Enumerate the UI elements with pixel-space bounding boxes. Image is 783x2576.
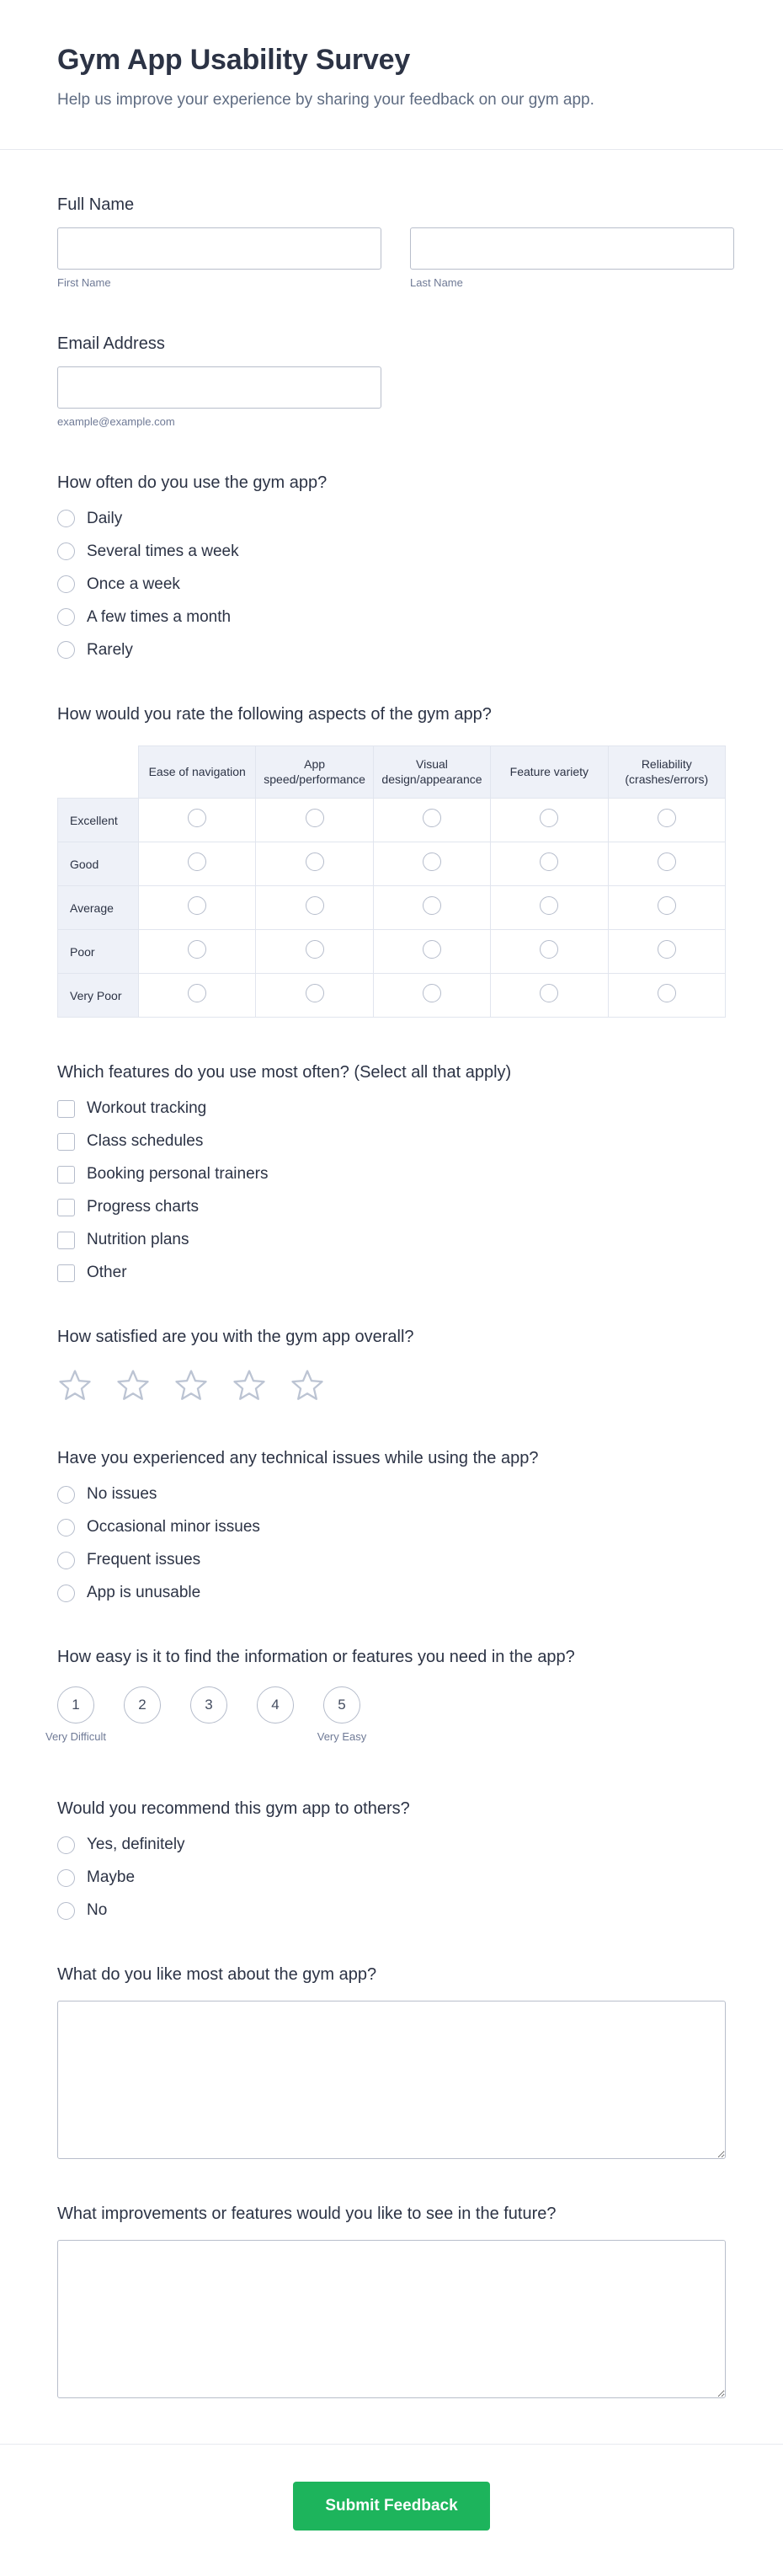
first-name-input[interactable] (57, 227, 381, 270)
matrix-cell[interactable] (491, 886, 608, 930)
first-name-sublabel: First Name (57, 275, 111, 289)
improvements-textarea[interactable] (57, 2240, 726, 2398)
matrix-row-header: Poor (58, 930, 139, 974)
matrix-cell[interactable] (373, 842, 490, 886)
question-email (0, 333, 783, 428)
matrix-row-header: Average (58, 886, 139, 930)
header-divider (0, 149, 783, 150)
matrix-cell[interactable] (491, 974, 608, 1018)
radio-option-no-issues[interactable] (57, 1485, 726, 1504)
scale-number: 5 (338, 1697, 346, 1713)
last-name-field (410, 227, 734, 289)
radio-option-no[interactable] (57, 1901, 726, 1920)
option-label: Occasional minor issues (87, 1518, 260, 1537)
matrix-cell[interactable] (139, 886, 256, 930)
radio-option-app-is-unusable[interactable] (57, 1584, 726, 1602)
matrix-col-header-speed: App speed/performance (256, 746, 373, 799)
submit-button[interactable]: Submit Feedback (293, 2482, 489, 2531)
question-ease-scale (0, 1646, 783, 1754)
option-label: Daily (87, 509, 123, 527)
question-rating-matrix (0, 703, 783, 1018)
matrix-corner-cell (58, 746, 139, 799)
star-icon-5[interactable] (290, 1368, 325, 1403)
scale-max-label: Very Easy (317, 1730, 367, 1744)
scale-number: 2 (138, 1697, 146, 1713)
matrix-header-row (58, 746, 726, 799)
matrix-cell[interactable] (139, 799, 256, 842)
recommend-label: Would you recommend this gym app to others? (57, 1799, 410, 1819)
matrix-row-excellent (58, 799, 726, 842)
checkbox-option-other[interactable] (57, 1264, 726, 1282)
scale-circle (124, 1686, 161, 1724)
email-input[interactable] (57, 366, 381, 409)
checkbox-icon (57, 1133, 75, 1151)
matrix-row-header: Excellent (58, 799, 139, 842)
matrix-col-header-reliability: Reliability (crashes/errors) (608, 746, 725, 799)
matrix-cell[interactable] (373, 886, 490, 930)
radio-icon (57, 1836, 75, 1854)
option-label: Several times a week (87, 542, 239, 560)
matrix-row-average (58, 886, 726, 930)
satisfaction-label: How satisfied are you with the gym app overall? (57, 1328, 414, 1347)
checkbox-icon (57, 1264, 75, 1282)
radio-icon (306, 984, 324, 1002)
radio-icon (540, 896, 558, 915)
like-most-textarea[interactable] (57, 2001, 726, 2159)
option-label: No (87, 1901, 108, 1920)
question-features (0, 1061, 783, 1282)
radio-icon (306, 852, 324, 871)
radio-icon (57, 542, 75, 560)
star-icon-3[interactable] (173, 1368, 209, 1403)
checkbox-option-nutrition-plans[interactable] (57, 1231, 726, 1249)
technical-issues-label: Have you experienced any technical issues while using the app? (57, 1449, 539, 1468)
radio-icon (540, 852, 558, 871)
matrix-cell[interactable] (491, 799, 608, 842)
radio-icon (423, 852, 441, 871)
radio-icon (306, 809, 324, 827)
option-label: Other (87, 1264, 127, 1282)
question-full-name (0, 194, 783, 289)
email-label: Email Address (57, 334, 165, 353)
radio-icon (57, 1585, 75, 1602)
option-label: Workout tracking (87, 1099, 207, 1118)
option-label: Once a week (87, 575, 180, 593)
matrix-cell[interactable] (256, 799, 373, 842)
radio-icon (658, 984, 676, 1002)
matrix-row-header: Very Poor (58, 974, 139, 1018)
name-row (57, 227, 726, 289)
radio-icon (57, 1902, 75, 1920)
matrix-col-header-design: Visual design/appearance (373, 746, 490, 799)
radio-icon (540, 940, 558, 959)
scale-circle (323, 1686, 360, 1724)
radio-option-occasional-minor-issues[interactable] (57, 1518, 726, 1537)
radio-icon (57, 1486, 75, 1504)
checkbox-option-class-schedules[interactable] (57, 1132, 726, 1151)
checkbox-option-progress-charts[interactable] (57, 1198, 726, 1216)
question-satisfaction (0, 1326, 783, 1403)
question-recommend (0, 1798, 783, 1920)
matrix-cell[interactable] (608, 799, 725, 842)
matrix-cell[interactable] (139, 930, 256, 974)
matrix-col-header-ease: Ease of navigation (139, 746, 256, 799)
matrix-cell[interactable] (256, 930, 373, 974)
submit-section (0, 2444, 783, 2576)
radio-icon (306, 940, 324, 959)
full-name-label: Full Name (57, 195, 135, 214)
first-name-field (57, 227, 381, 289)
scale-number: 1 (72, 1697, 80, 1713)
scale-option-1[interactable] (45, 1686, 107, 1744)
recommend-options (57, 1836, 726, 1920)
radio-icon (423, 896, 441, 915)
rating-matrix-label: How would you rate the following aspects of the gym app? (57, 704, 492, 724)
page-subtitle: Help us improve your experience by sharing your feedback on our gym app. (57, 91, 594, 109)
option-label: No issues (87, 1485, 157, 1504)
radio-icon (57, 1869, 75, 1887)
option-label: Yes, definitely (87, 1836, 185, 1854)
star-icon-2[interactable] (115, 1368, 151, 1403)
radio-icon (540, 984, 558, 1002)
checkbox-option-booking-personal-trainers[interactable] (57, 1165, 726, 1184)
page-title: Gym App Usability Survey (57, 44, 411, 76)
option-label: Frequent issues (87, 1551, 201, 1569)
matrix-row-good (58, 842, 726, 886)
checkbox-icon (57, 1166, 75, 1184)
checkbox-option-workout-tracking[interactable] (57, 1099, 726, 1118)
radio-option-maybe[interactable] (57, 1868, 726, 1887)
scale-option-4[interactable] (257, 1686, 294, 1724)
radio-icon (658, 896, 676, 915)
checkbox-icon (57, 1232, 75, 1249)
matrix-cell[interactable] (256, 974, 373, 1018)
star-rating (57, 1368, 726, 1403)
radio-icon (188, 852, 206, 871)
option-label: Rarely (87, 640, 133, 659)
matrix-row-very-poor (58, 974, 726, 1018)
matrix-cell[interactable] (491, 930, 608, 974)
last-name-sublabel: Last Name (410, 275, 463, 289)
radio-icon (57, 608, 75, 626)
option-label: Class schedules (87, 1132, 204, 1151)
scale-number: 3 (205, 1697, 213, 1713)
matrix-cell[interactable] (608, 974, 725, 1018)
radio-icon (57, 1519, 75, 1537)
radio-icon (658, 809, 676, 827)
option-label: Nutrition plans (87, 1231, 189, 1249)
ease-scale-row (45, 1686, 726, 1754)
star-icon-4[interactable] (232, 1368, 267, 1403)
scale-number: 4 (271, 1697, 280, 1713)
radio-option-few-times-a-month[interactable] (57, 608, 726, 627)
radio-icon (306, 896, 324, 915)
matrix-cell[interactable] (256, 842, 373, 886)
radio-icon (423, 940, 441, 959)
improvements-label: What improvements or features would you like to see in the future? (57, 2205, 557, 2224)
matrix-cell[interactable] (139, 842, 256, 886)
technical-issues-options (57, 1485, 726, 1602)
radio-option-frequent-issues[interactable] (57, 1551, 726, 1569)
email-field (57, 366, 726, 428)
question-technical-issues (0, 1447, 783, 1602)
scale-min-label: Very Difficult (45, 1730, 107, 1744)
scale-circle (190, 1686, 227, 1724)
usage-frequency-label: How often do you use the gym app? (57, 473, 328, 492)
option-label: A few times a month (87, 607, 232, 626)
radio-option-rarely[interactable] (57, 641, 726, 660)
question-like-most (0, 1964, 783, 2159)
option-label: Progress charts (87, 1198, 200, 1216)
radio-icon (423, 809, 441, 827)
radio-icon (423, 984, 441, 1002)
usage-frequency-options (57, 510, 726, 660)
radio-icon (540, 809, 558, 827)
radio-icon (188, 940, 206, 959)
radio-icon (57, 1552, 75, 1569)
matrix-cell[interactable] (139, 974, 256, 1018)
radio-icon (188, 896, 206, 915)
radio-option-once-a-week[interactable] (57, 575, 726, 594)
radio-icon (57, 510, 75, 527)
matrix-cell[interactable] (491, 842, 608, 886)
features-label: Which features do you use most often? (Select all that apply) (57, 1063, 512, 1082)
radio-option-daily[interactable] (57, 510, 726, 528)
rating-matrix-table (57, 746, 726, 1018)
radio-icon (188, 984, 206, 1002)
like-most-label: What do you like most about the gym app? (57, 1965, 377, 1985)
matrix-cell[interactable] (373, 974, 490, 1018)
radio-option-yes-definitely[interactable] (57, 1836, 726, 1854)
scale-option-2[interactable] (124, 1686, 161, 1724)
star-icon-1[interactable] (57, 1368, 93, 1403)
matrix-cell[interactable] (373, 799, 490, 842)
matrix-row-header: Good (58, 842, 139, 886)
last-name-input[interactable] (410, 227, 734, 270)
radio-icon (658, 940, 676, 959)
matrix-cell[interactable] (373, 930, 490, 974)
radio-icon (57, 641, 75, 659)
scale-circle (257, 1686, 294, 1724)
scale-circle (57, 1686, 94, 1724)
option-label: App is unusable (87, 1584, 201, 1602)
option-label: Booking personal trainers (87, 1165, 269, 1184)
radio-option-several-times-a-week[interactable] (57, 542, 726, 561)
matrix-cell[interactable] (608, 842, 725, 886)
form-header (0, 0, 783, 149)
question-usage-frequency (0, 472, 783, 660)
matrix-cell[interactable] (608, 886, 725, 930)
checkbox-icon (57, 1100, 75, 1118)
option-label: Maybe (87, 1868, 136, 1887)
matrix-row-poor (58, 930, 726, 974)
radio-icon (188, 809, 206, 827)
radio-icon (658, 852, 676, 871)
matrix-cell[interactable] (256, 886, 373, 930)
ease-scale-label: How easy is it to find the information or features you need in the app? (57, 1648, 575, 1667)
matrix-col-header-features: Feature variety (491, 746, 608, 799)
scale-option-3[interactable] (190, 1686, 227, 1724)
scale-option-5[interactable] (317, 1686, 367, 1744)
features-options (57, 1099, 726, 1282)
question-improvements (0, 2203, 783, 2398)
email-sublabel: example@example.com (57, 414, 175, 428)
matrix-cell[interactable] (608, 930, 725, 974)
radio-icon (57, 575, 75, 593)
checkbox-icon (57, 1199, 75, 1216)
